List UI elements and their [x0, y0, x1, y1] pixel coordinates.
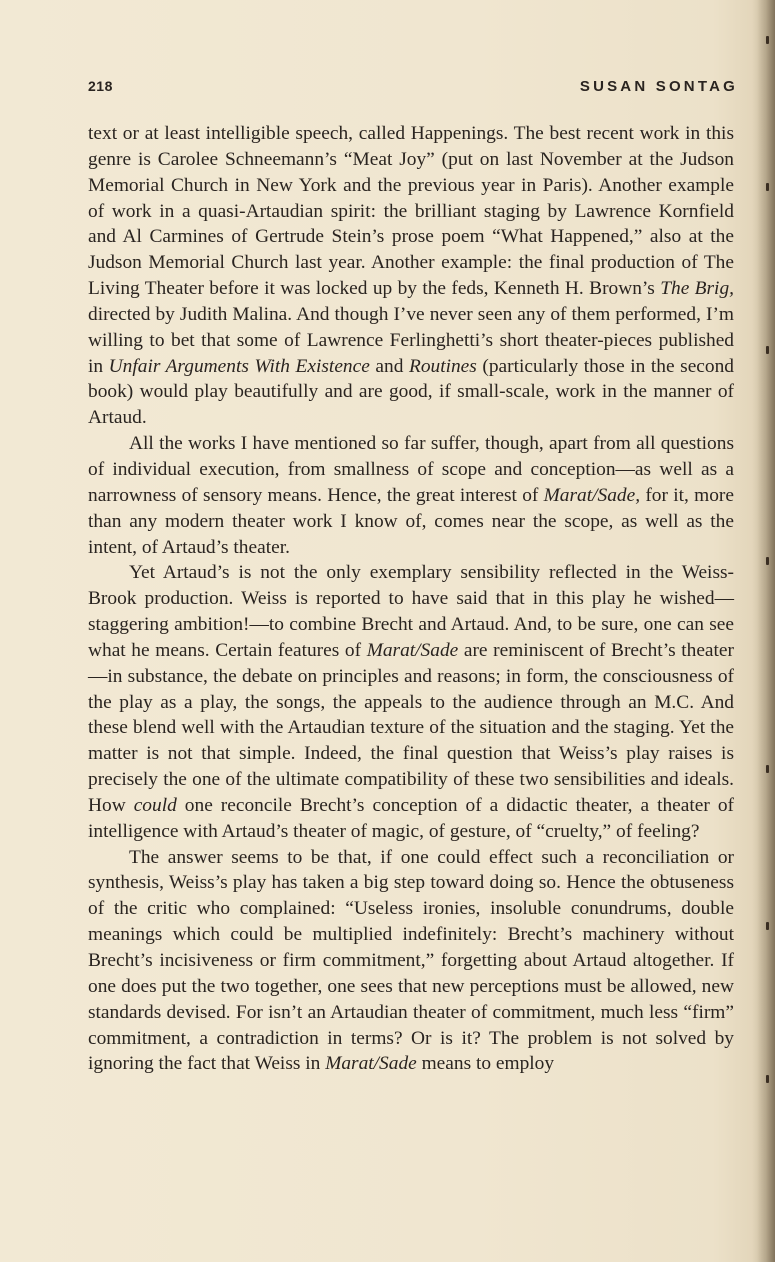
text-run: means to employ: [416, 1053, 555, 1075]
running-head: SUSAN SONTAG: [579, 78, 738, 95]
text-run: text or at least intelligible speech, called Happenings. The best recent work in this genre is Carolee Schneemann’s “Meat Joy” (put on last November at the Judson Memorial Church in New York and the previous year in Paris). Another example of work in a quasi-Artaudian spirit: the brilliant staging by Lawrence Kornfield and Al Carmines of Gertrude Stein’s prose poem “What Happened,” also at the Judson Memorial Church last year. Another example: the final production of The Living Theater before it was locked up by the feds, Kenneth H. Brown’s: [88, 123, 734, 300]
text-run: All the works I have mentioned so far suffer, though, apart from all questions of individual execution, from smallness of scope and conception—as well as a narrowness of sensory means. Hence, the great interest of: [88, 433, 734, 506]
text-run: The answer seems to be that, if one could effect such a reconciliation or synthesis, Weiss’s play has taken a big step toward doing so. Hence the obtuseness of the critic who complained: “Useless ironies, insoluble conundrums, double meanings which could be multiplied indefinitely: Brecht’s machinery without Brecht’s incisiveness or firm commitment,” forgetting about Artaud altogether. If one does put the two together, one sees that new perceptions must be allowed, new standards devised. For isn’t an Artaudian theater of commitment, much less “firm” commitment, a contradiction in terms? Or is it? The problem is not solved by ignoring the fact that Weiss in: [88, 846, 734, 1075]
page-edge-mark: [766, 36, 769, 44]
paragraph: [88, 431, 734, 560]
page-edge-mark: [766, 765, 769, 773]
page-number: 218: [88, 78, 113, 94]
italic-title: Marat/Sade: [366, 639, 459, 661]
text-run: are reminiscent of Brecht’s theater—in substance, the debate on principles and reasons; in form, the consciousness of the play as a play, the songs, the appeals to the audience through an M.C. And these blend well with the Artaudian texture of the situation and the staging. Yet the matter is not that simple. Indeed, the final question that Weiss’s play raises is precisely the one of the ultimate compatibility of these two sensibilities and ideals. How: [88, 639, 734, 816]
text-run: (particularly those in the second book) would play beautifully and are good, if small-scale, work in the manner of Artaud.: [88, 355, 734, 429]
page-edge-mark: [766, 183, 769, 191]
page-edge-mark: [766, 1075, 769, 1083]
italic-title: Routines: [408, 355, 477, 377]
body-text: [88, 121, 734, 1077]
paragraph: [88, 560, 734, 844]
paragraph: [88, 845, 734, 1078]
italic-title: Marat/Sade,: [543, 484, 641, 506]
page-edge-mark: [766, 557, 769, 565]
italic-title: Unfair Arguments With Existence: [108, 355, 370, 377]
italic-title: The Brig,: [660, 278, 734, 300]
italic-title: could: [133, 794, 177, 816]
text-run: and: [369, 355, 409, 377]
page-edge-mark: [766, 346, 769, 354]
text-run: Yet Artaud’s is not the only exemplary sensibility reflected in the Weiss-Brook production. Weiss is reported to have said that in this play he wished—staggering ambition!—to combine Brecht and Artaud. And, to be sure, one can see what he means. Certain features of: [88, 562, 734, 661]
page-header: [88, 78, 738, 98]
text-run: one reconcile Brecht’s conception of a didactic theater, a theater of intelligence with Artaud’s theater of magic, of gesture, of “cruelty,” of feeling?: [88, 794, 734, 842]
text-run: for it, more than any modern theater work I know of, comes near the scope, as well as the intent, of Artaud’s theater.: [88, 484, 734, 558]
paragraph: [88, 121, 734, 431]
page-edge-mark: [766, 922, 769, 930]
text-run: directed by Judith Malina. And though I’ve never seen any of them performed, I’m willing to bet that some of Lawrence Ferlinghetti’s short theater-pieces published in: [88, 303, 734, 377]
italic-title: Marat/Sade: [325, 1053, 417, 1075]
